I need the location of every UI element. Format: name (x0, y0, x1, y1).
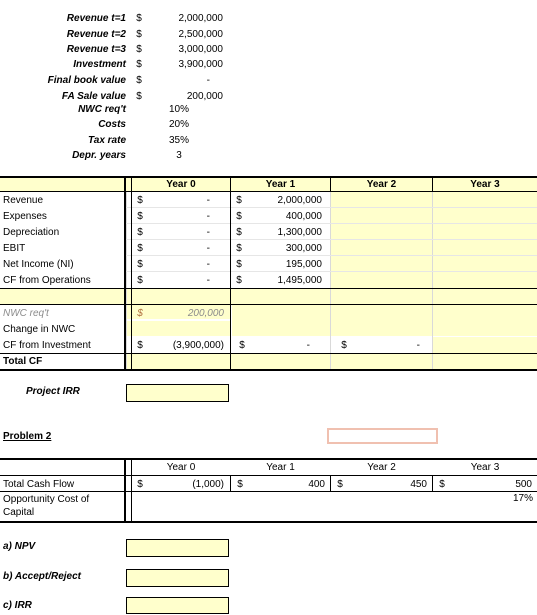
input-label: Costs (98, 119, 126, 130)
change-nwc-year0-bg[interactable] (126, 321, 230, 336)
p2-header-year1: Year 1 (266, 462, 295, 473)
input-value[interactable]: 20% (168, 119, 189, 130)
row-label-total-cf: Total CF (3, 356, 43, 367)
input-label: NWC req't (78, 104, 126, 115)
input-label: Final book value (47, 75, 126, 86)
input-value[interactable]: - (206, 75, 210, 86)
dollar-sign: $ (137, 259, 143, 270)
dollar-sign: $ (236, 275, 242, 286)
selected-cell[interactable] (327, 428, 438, 444)
cell-value[interactable]: - (206, 275, 210, 286)
input-label: Revenue t=1 (66, 13, 126, 24)
col-header-year0: Year 0 (166, 179, 196, 190)
input-value[interactable]: 2,500,000 (178, 29, 223, 40)
dollar-sign: $ (137, 243, 143, 254)
cell-value[interactable]: 1,300,000 (277, 227, 322, 238)
input-value[interactable]: 3 (176, 150, 182, 161)
accept-reject-input[interactable] (126, 569, 229, 587)
dollar-sign: $ (237, 479, 243, 490)
irr-input[interactable] (126, 597, 229, 614)
input-value[interactable]: 3,900,000 (178, 59, 223, 70)
input-label: Tax rate (88, 135, 126, 146)
dollar-sign: $ (236, 259, 242, 270)
cf-investment-year1[interactable]: - (306, 340, 310, 351)
row-label-net-income: Net Income (NI) (3, 259, 74, 270)
input-value[interactable]: 10% (168, 104, 189, 115)
input-label: Investment (73, 59, 126, 70)
question-irr-label: c) IRR (3, 600, 32, 611)
dollar-sign: $ (236, 243, 242, 254)
project-irr-input[interactable] (126, 384, 229, 402)
input-dollar: $ (136, 29, 142, 40)
dollar-sign: $ (137, 275, 143, 286)
input-label: Revenue t=3 (66, 44, 126, 55)
input-value[interactable]: 200,000 (186, 91, 223, 102)
row-label-total-cash-flow: Total Cash Flow (3, 479, 75, 490)
cf-inv-year3-bg[interactable] (432, 337, 537, 353)
p2-header-year3: Year 3 (470, 462, 500, 473)
cash-flow-year2[interactable]: 450 (410, 479, 427, 490)
spacer-row-bg (0, 289, 537, 304)
row-label-depreciation: Depreciation (3, 227, 60, 238)
cell-value[interactable]: 2,000,000 (277, 195, 322, 206)
cf-investment-year2[interactable]: - (416, 340, 420, 351)
dollar-sign: $ (137, 195, 143, 206)
dollar-sign: $ (137, 211, 143, 222)
row-label-change-nwc: Change in NWC (3, 324, 76, 335)
dollar-sign: $ (137, 479, 143, 490)
dollar-sign: $ (337, 479, 343, 490)
cell-value[interactable]: 1,495,000 (277, 275, 322, 286)
cf-investment-year0[interactable]: (3,900,000) (172, 340, 224, 351)
cell-value[interactable]: - (206, 195, 210, 206)
col-header-year2: Year 2 (366, 179, 397, 190)
row-label-expenses: Expenses (3, 211, 47, 222)
row-label-cf-operations: CF from Operations (3, 275, 91, 286)
question-accept-label: b) Accept/Reject (3, 571, 81, 582)
cell-value[interactable]: - (206, 211, 210, 222)
dollar-sign: $ (137, 308, 143, 319)
dollar-sign: $ (341, 340, 347, 351)
cell-value[interactable]: 400,000 (285, 211, 322, 222)
question-npv-label: a) NPV (3, 541, 36, 552)
row-label-opp-cost-1: Opportunity Cost of (3, 494, 90, 505)
cell-value[interactable]: - (206, 243, 210, 254)
dollar-sign: $ (137, 340, 143, 351)
input-label: FA Sale value (61, 91, 126, 102)
input-dollar: $ (136, 75, 142, 86)
col-header-year3: Year 3 (470, 179, 500, 190)
input-value[interactable]: 2,000,000 (178, 13, 223, 24)
dollar-sign: $ (236, 227, 242, 238)
dollar-sign: $ (236, 211, 242, 222)
row-label-revenue: Revenue (3, 195, 44, 206)
row-label-nwc-req: NWC req't (3, 308, 49, 319)
npv-input[interactable] (126, 539, 229, 557)
dollar-sign: $ (236, 195, 242, 206)
row-label-opp-cost-2: Capital (3, 507, 35, 518)
dollar-sign: $ (439, 479, 445, 490)
input-dollar: $ (136, 91, 142, 102)
col-header-year1: Year 1 (265, 179, 296, 190)
cell-value[interactable]: - (206, 227, 210, 238)
nwc-input-area[interactable] (232, 305, 537, 336)
cell-value[interactable]: 195,000 (285, 259, 322, 270)
input-label: Revenue t=2 (66, 29, 126, 40)
input-value[interactable]: 3,000,000 (178, 44, 223, 55)
dollar-sign: $ (137, 227, 143, 238)
nwc-value[interactable]: 200,000 (187, 308, 224, 319)
cash-flow-year1[interactable]: 400 (308, 479, 325, 490)
opp-cost-value[interactable]: 17% (512, 493, 533, 504)
input-dollar: $ (136, 59, 142, 70)
input-label: Depr. years (72, 150, 126, 161)
p2-header-year0: Year 0 (166, 462, 196, 473)
row-label-ebit: EBIT (3, 243, 26, 254)
total-cf-input-area[interactable] (126, 354, 537, 369)
cell-value[interactable]: - (206, 259, 210, 270)
dollar-sign: $ (239, 340, 245, 351)
problem2-title: Problem 2 (3, 431, 52, 442)
row-label-cf-investment: CF from Investment (3, 340, 91, 351)
input-dollar: $ (136, 44, 142, 55)
input-value[interactable]: 35% (168, 135, 189, 146)
cash-flow-year0[interactable]: (1,000) (192, 479, 224, 490)
input-dollar: $ (136, 13, 142, 24)
project-irr-label: Project IRR (26, 386, 80, 397)
cash-flow-year3[interactable]: 500 (515, 479, 532, 490)
p2-header-year2: Year 2 (367, 462, 396, 473)
cell-value[interactable]: 300,000 (285, 243, 322, 254)
